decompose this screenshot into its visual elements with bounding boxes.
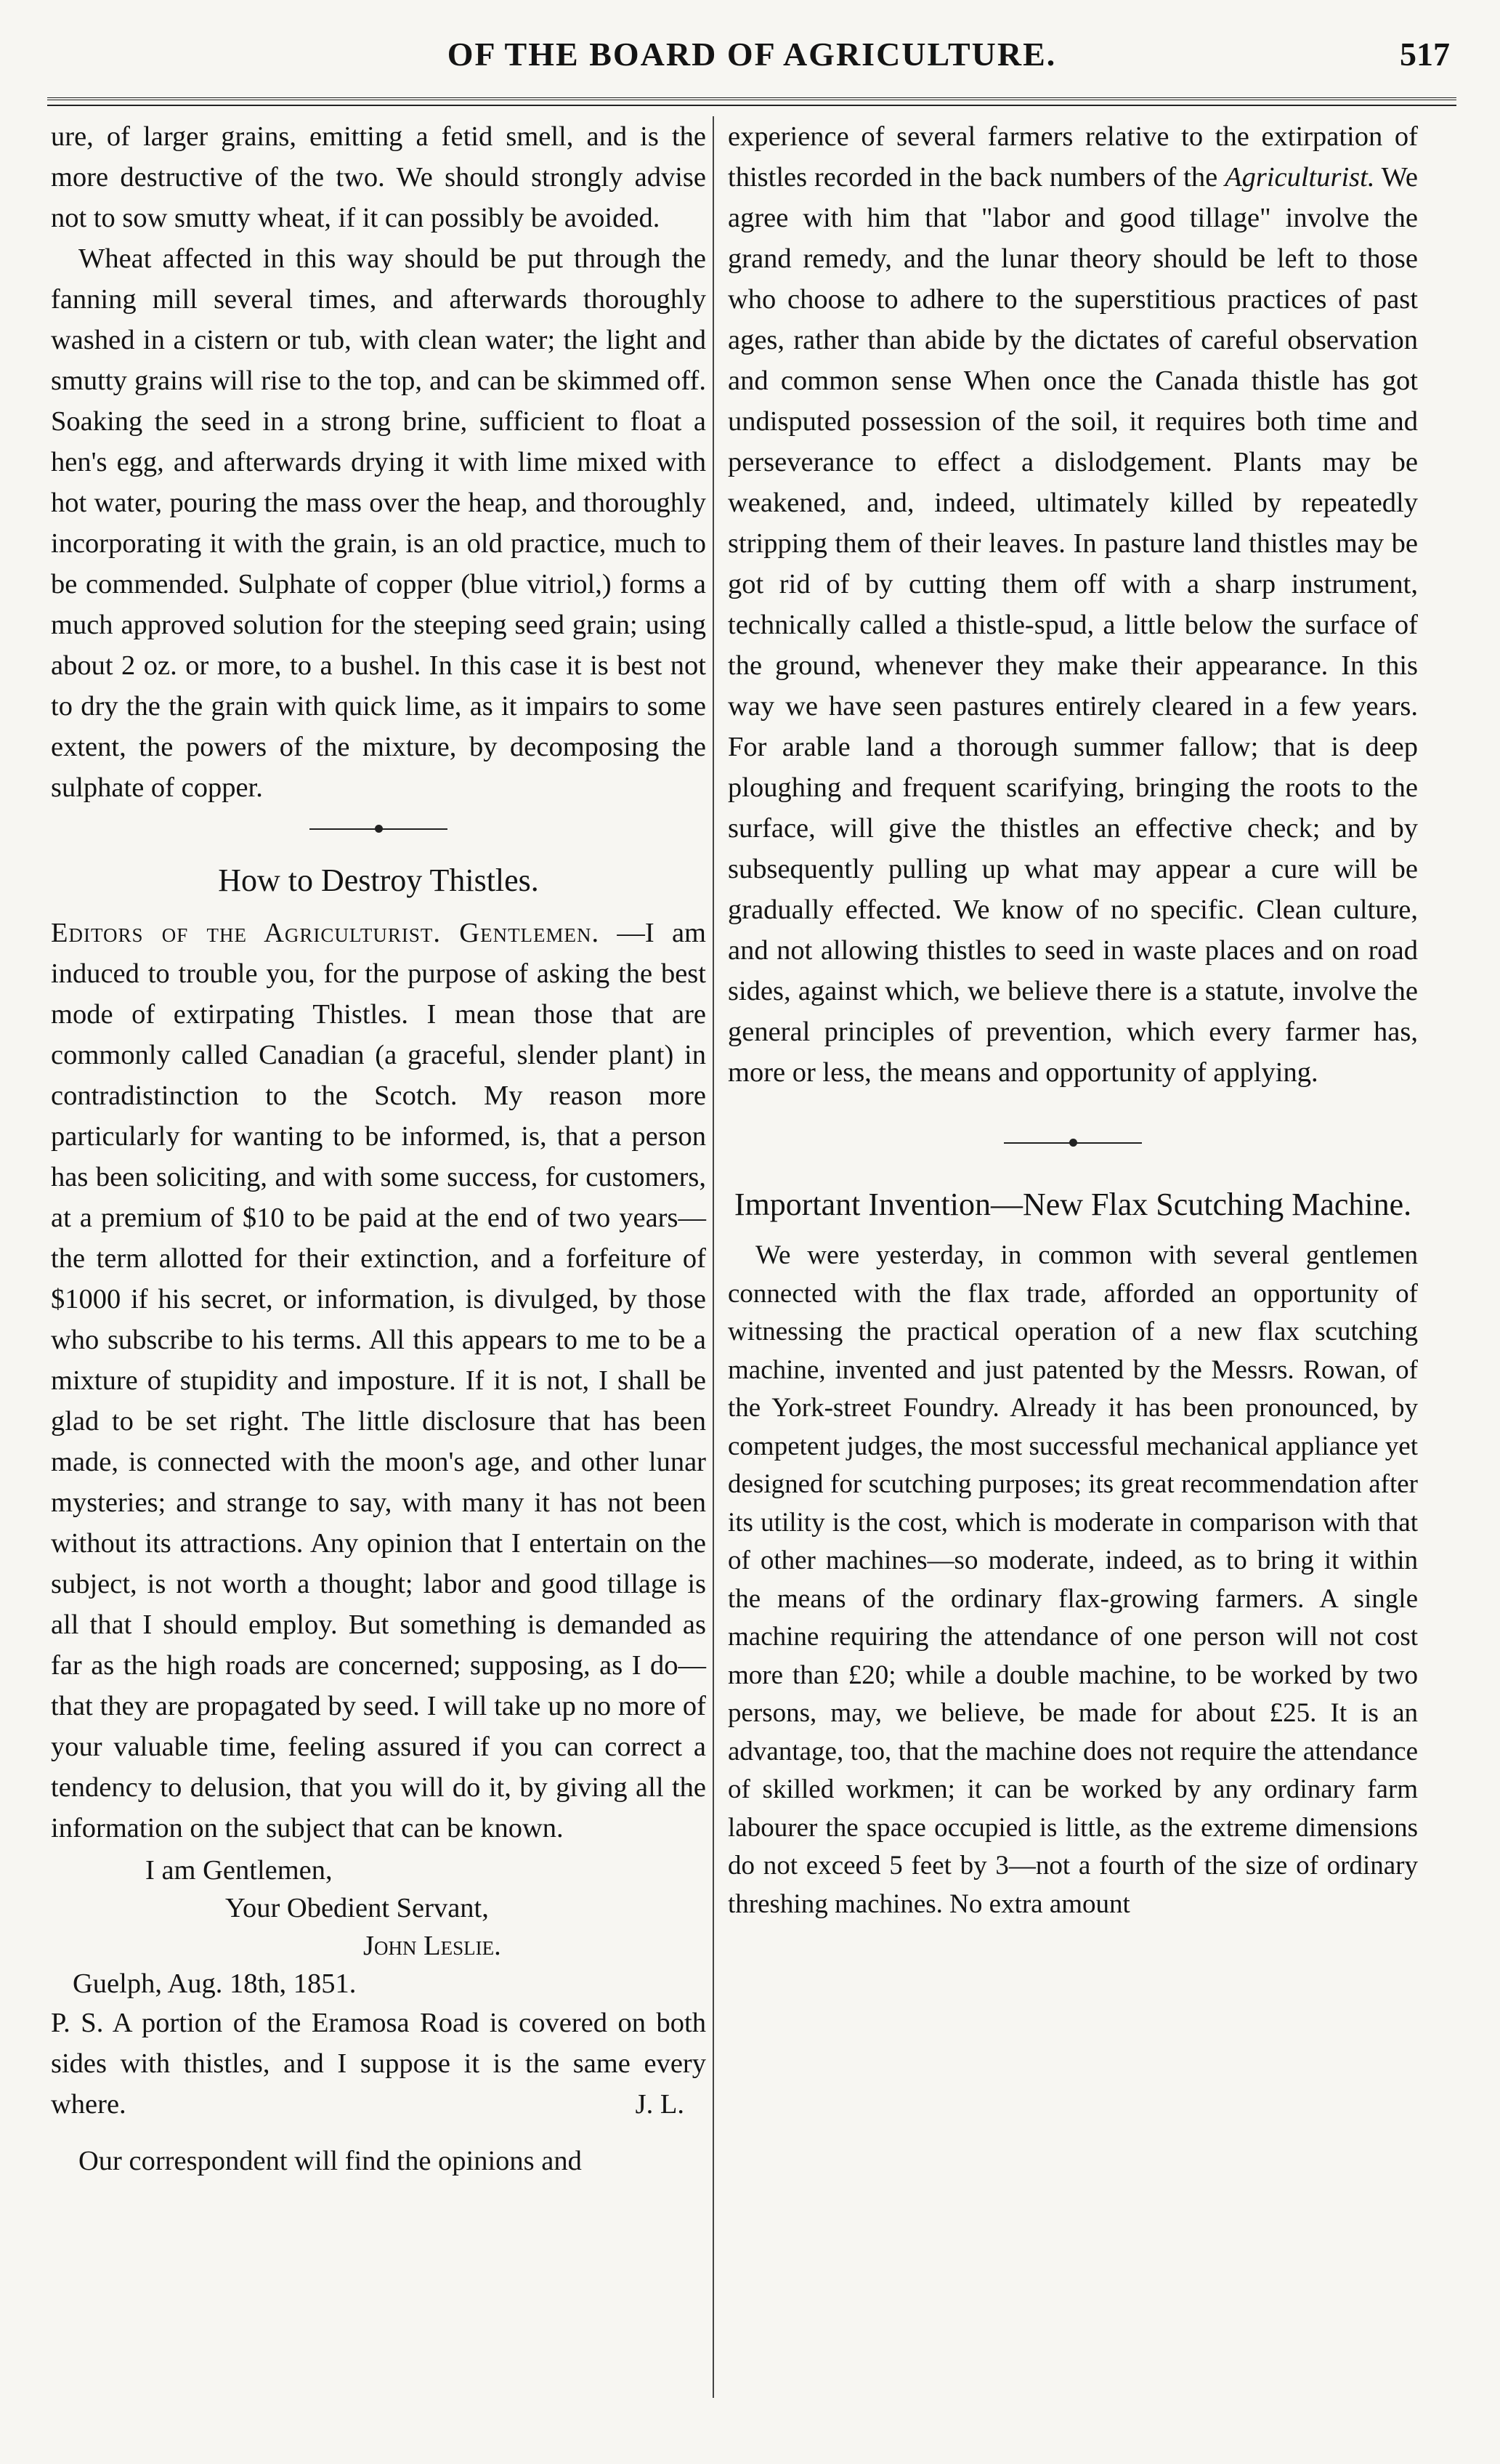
column-divider <box>713 116 714 2398</box>
journal-title: Agriculturist. <box>1225 162 1375 193</box>
letter-salutation: Editors of the Agriculturist. Gentlemen. <box>51 918 600 948</box>
flax-paragraph: We were yesterday, in common with several gentlemen connected with the flax trade, afforded an opportunity of witnessing the practical operation of a new flax scutching machine, invented and just patented by the Messrs. Rowan, of the York-street Foundry. Already it has been pronounced, by competent judges, the most successful mechanical appliance yet designed for scutching purposes; its great recommendation after its utility is the cost, which is moderate in comparison with that of other machines—so moderate, indeed, as to bring it within the means of the ordinary flax-growing farmers. A single machine requiring the attendance of one person will not cost more than £20; while a double machine, to be worked by two persons, may, we believe, be made for about £25. It is an advantage, too, that the machine does not require the attendance of skilled workmen; it can be worked by any ordinary farm labourer the space occupied is little, as the extreme dimensions do not exceed 5 feet by 3—not a fourth of the size of ordinary threshing machines. No extra amount <box>728 1240 1418 1919</box>
section-separator-2 <box>728 1122 1418 1166</box>
right-paragraph-1 <box>728 116 1418 1093</box>
running-head: OF THE BOARD OF AGRICULTURE. <box>447 36 1057 73</box>
right-column <box>728 116 1418 1923</box>
letter-body: —I am induced to trouble you, for the purpose of asking the best mode of extirpating Thistles. I mean those that are commonly called Canadian (a graceful, slender plant) in contradistinction to the Scotch. My reason more particularly for wanting to be informed, is, that a person has been soliciting, and with some success, for customers, at a premium of $10 to be paid at the end of two years—the term allotted for their extinction, and a forfeiture of $1000 if his secret, or information, is divulged, by those who subscribe to his terms. All this appears to me to be a mixture of stupidity and imposture. If it is not, I shall be glad to be set right. The little disclosure that has been made, is connected with the moon's age, and other lunar mysteries; and strange to say, with many it has not been without its attractions. Any opinion that I entertain on the subject, is not worth a thought; labor and good tillage is all that I should employ. But something is demanded as far as the high roads are concerned; supposing, as I do—that they are propagated by seed. I will take up no more of your valuable time, feeling assured if you can correct a tendency to delusion, that you will do it, by giving all the information on the subject that can be known. <box>51 918 706 1843</box>
left-paragraph-1: ure, of larger grains, emitting a fetid smell, and is the more destructive of the two. We should strongly advise not to sow smutty wheat, if it can possibly be avoided. <box>51 121 706 233</box>
postscript <box>51 2003 706 2125</box>
signoff-author: John Leslie. <box>363 1931 501 1961</box>
header-rule <box>47 97 1456 106</box>
letter-signoff <box>51 1851 706 2003</box>
letter-paragraph <box>51 913 706 1849</box>
page-number: 517 <box>1400 36 1450 73</box>
editor-note: Our correspondent will find the opinions and <box>78 2146 582 2176</box>
postscript-initials: J. L. <box>635 2089 684 2120</box>
reply-text-start: experience of several farmers relative to the extirpation of thistles recorded in the back numbers of the <box>728 121 1418 193</box>
section-separator <box>51 808 706 852</box>
left-paragraph-2: Wheat affected in this way should be put through the fanning mill several times, and afterwards thoroughly washed in a cistern or tub, with clean water; the light and smutty grains will rise to the top, and can be skimmed off. Soaking the seed in a strong brine, sufficient to float a hen's egg, and afterwards drying it with lime mixed with hot water, pouring the mass over the heap, and thoroughly incorporating it with the grain, is an old practice, much to be commended. Sulphate of copper (blue vitriol,) forms a much approved solution for the steeping seed grain; using about 2 oz. or more, to a bushel. In this case it is best not to dry the the grain with quick lime, as it impairs to some extent, the powers of the mixture, by decomposing the sulphate of copper. <box>51 243 706 803</box>
article-heading-thistles: How to Destroy Thistles. <box>218 863 539 898</box>
signoff-line-2: Your Obedient Servant, <box>225 1893 489 1923</box>
postscript-text: P. S. A portion of the Eramosa Road is covered on both sides with thistles, and I suppose it is the same every where. <box>51 2008 706 2120</box>
signoff-place-date: Guelph, Aug. 18th, 1851. <box>73 1968 357 1999</box>
article-heading-flax: Important Invention—New Flax Scutching Machine. <box>734 1187 1412 1222</box>
page-header <box>44 35 1460 93</box>
signoff-line-1: I am Gentlemen, <box>145 1855 333 1886</box>
reply-text-rest: We agree with him that "labor and good tillage" involve the grand remedy, and the lunar theory should be left to those who choose to adhere to the superstitious practices of past ages, rather than abide by the dictates of careful observation and common sense When once the Canada thistle has got undisputed possession of the soil, it requires both time and perseverance to effect a dislodgement. Plants may be weakened, and, indeed, ultimately killed by repeatedly stripping them of their leaves. In pasture land thistles may be got rid of by cutting them off with a sharp instrument, technically called a thistle-spud, a little below the surface of the ground, whenever they make their appearance. In this way we have seen pastures entirely cleared in a few years. For arable land a thorough summer fallow; that is deep ploughing and frequent scarifying, bringing the roots to the surface, will give the thistles an effective check; and by subsequently pulling up what may appear a cure will be gradually effected. We know of no specific. Clean culture, and not allowing thistles to seed in waste places and on road sides, against which, we believe there is a statute, involve the general principles of prevention, which every farmer has, more or less, the means and opportunity of applying. <box>728 162 1419 1088</box>
left-column <box>51 116 706 2181</box>
